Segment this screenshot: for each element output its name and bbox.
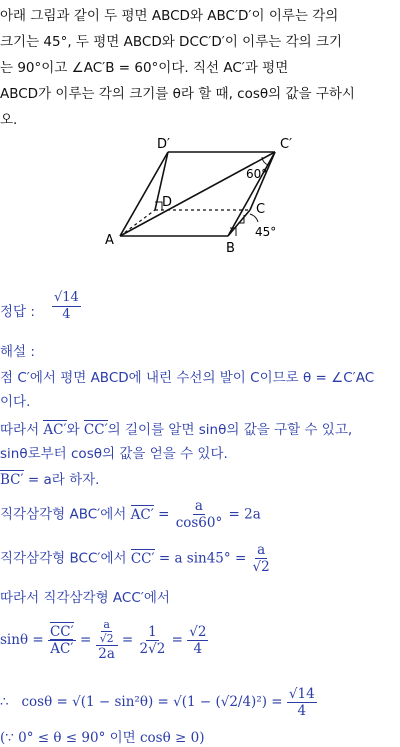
s9-frac-3 (138, 624, 168, 657)
s10-b: √(1 − sin²θ) = (72, 694, 174, 711)
s9-f2-inner-den: √2 (99, 632, 114, 646)
problem-line-1: 아래 그림과 같이 두 평면 ABCD와 ABC′D′이 이루는 각의 (0, 8, 339, 24)
s7-fraction (251, 542, 272, 575)
answer-fraction (52, 290, 81, 322)
s10-fraction (287, 686, 317, 719)
answer-denominator: 4 (62, 306, 71, 322)
solution-line-5 (0, 468, 99, 488)
label-B: B (226, 241, 235, 256)
s7-text: 직각삼각형 BCC′에서 (0, 550, 131, 567)
label-angle-45: 45° (255, 225, 277, 239)
problem-line-2: 크기는 45°, 두 평면 ABCD와 DCC′D′이 이루는 각의 크기 (0, 34, 343, 50)
s9-f2-den: 2a (98, 646, 115, 663)
s9-frac-4 (187, 624, 208, 657)
label-angle-60: 60° (246, 167, 268, 181)
segment-CC-prime: CC′ (83, 422, 108, 438)
s3-text-a: 따라서 (0, 422, 44, 438)
prism-figure (0, 130, 400, 260)
s7-num: a (257, 542, 266, 558)
s9-f4-den: 4 (193, 640, 203, 657)
s3-text-c: 의 길이를 알면 sinθ의 값을 구할 수 있고, (107, 422, 353, 438)
s6-result: = 2a (224, 506, 261, 523)
solution-line-10 (0, 686, 317, 719)
s3-text-b: 와 (66, 422, 84, 438)
segment-BC-prime: BC′ (0, 472, 24, 488)
s7-segment: CC′ (130, 550, 155, 567)
answer-numerator: √14 (54, 290, 79, 305)
label-C: C (256, 202, 266, 217)
edge-AD-hidden (120, 210, 155, 236)
label-D-prime: D′ (157, 137, 170, 152)
s9-f1-den: AC′ (50, 640, 74, 657)
solution-line-11: (∵ 0° ≤ θ ≤ 90° 이면 cosθ ≥ 0) (0, 730, 205, 746)
s7-den: √2 (252, 559, 270, 576)
segment-AC-prime: AC′ (43, 422, 67, 438)
solution-line-7 (0, 542, 272, 575)
therefore-symbol: ∴ (0, 694, 9, 711)
solution-line-4: sinθ로부터 cosθ의 값을 얻을 수 있다. (0, 446, 228, 462)
s9-frac-2 (96, 618, 118, 663)
s6-eq: = (153, 506, 174, 523)
problem-line-3: 는 90°이고 ∠AC′B = 60°이다. 직선 AC′과 평면 (0, 60, 289, 76)
problem-line-5: 오. (0, 112, 18, 128)
solution-line-3 (0, 418, 352, 438)
solution-line-2: 이다. (0, 394, 31, 410)
s9-f2-inner-num: a (103, 618, 110, 631)
s10-c: √(1 − (√2/4)²) = (173, 694, 287, 711)
s6-fraction (174, 498, 225, 531)
label-D: D (162, 195, 173, 210)
s9-f1-num: CC′ (49, 623, 74, 640)
s9-frac-1 (48, 624, 76, 657)
label-A: A (105, 233, 114, 248)
solution-line-9: sinθ = $\frac{CC'}{AC'}$ = $\frac{\frac{a}{√2}}{2a}$ = $\frac{1}{2√2}$ = $\frac{√2}{4}$ (0, 618, 207, 663)
s9-f4-num: √2 (189, 623, 207, 640)
solution-line-8: 따라서 직각삼각형 ACC′에서 (0, 590, 170, 606)
s10-a: cosθ = (21, 694, 73, 711)
s5-text: = a라 하자. (23, 472, 100, 488)
s10-den: 4 (297, 703, 307, 720)
s6-segment: AC′ (130, 506, 154, 523)
s6-text: 직각삼각형 ABC′에서 (0, 506, 131, 523)
s9-f3-den: 2√2 (139, 640, 166, 657)
solution-line-1: 점 C′에서 평면 ABCD에 내린 수선의 발이 C이므로 θ = ∠C′AC (0, 370, 375, 386)
problem-line-4: ABCD가 이루는 각의 크기를 θ라 할 때, cosθ의 값을 구하시 (0, 86, 355, 102)
solution-line-6 (0, 498, 261, 531)
label-C-prime: C′ (280, 137, 293, 152)
solution-label: 해설 : (0, 344, 35, 360)
s7-mid: = a sin45° = (154, 550, 251, 567)
s10-num: √14 (288, 686, 315, 702)
s6-num: a (194, 498, 203, 514)
s9-f3-num: 1 (148, 623, 157, 640)
s9-lhs: sinθ = (0, 631, 48, 648)
answer-label: 정답 : (0, 304, 35, 320)
s6-den: cos60° (175, 515, 223, 532)
